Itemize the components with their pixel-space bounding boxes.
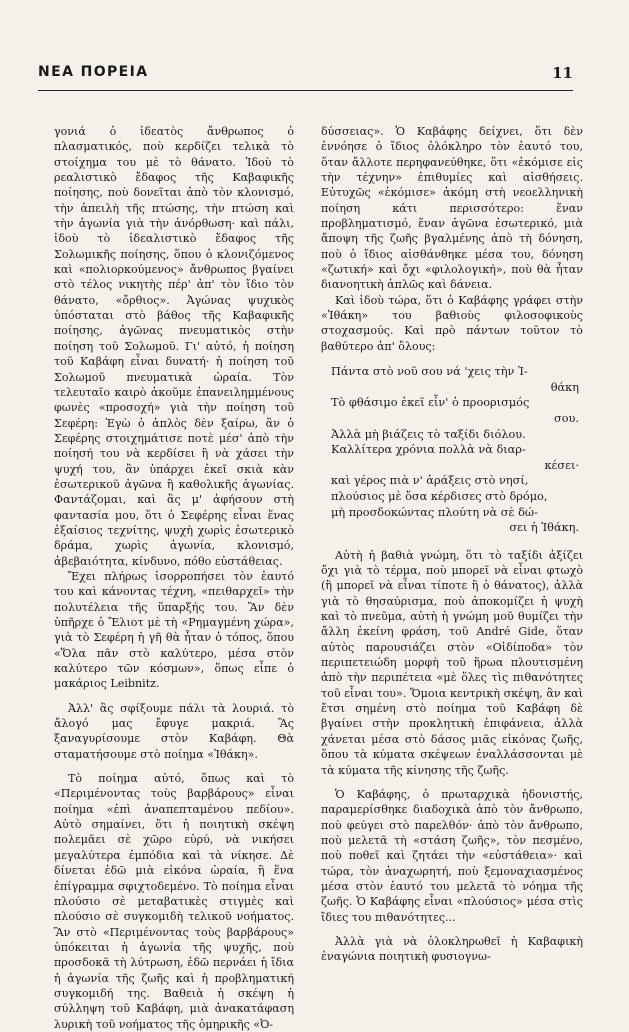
header-rule xyxy=(38,90,573,91)
poem-quote xyxy=(331,364,583,536)
paragraph: Ἀλλ' ἂς σφίξουμε πάλι τὰ λουριά. τὸ ἄλογό μας ἔφυγε μακριά. Ἂς ξαναγυρίσουμε στὸν Καβάφη. Θὰ σταματήσουμε στὸ ποίημα «Ἰθάκη». xyxy=(54,701,294,761)
paragraph: Ἀλλὰ γιὰ νὰ ὁλοκληρωθεῖ ἡ Καβαφικὴ ἐναγώνια ποιητικὴ φυσιογνω- xyxy=(321,934,583,964)
poem-line: θάκη xyxy=(550,380,579,394)
paragraph: Τὸ ποίημα αὐτό, ὅπως καὶ τὸ «Περιμένοντας τοὺς βαρβάρους» εἶναι ποίημα «ἐπὶ ἀναπεπταμένου πεδίου». Αὐτὸ σημαίνει, ὅτι ἡ ποιητικὴ σκέψη πολεμᾶει σὲ χῶρο εὐρύ, νὰ νικήσει μεγαλύτερα ἐμπόδια καὶ τὰ νίκησε. Δὲ δίνεται ἐδῶ μιὰ εἰκόνα ὡραία, ἢ ἕνα ἐπίγραμμα σφιχτοδεμένο. Τὸ ποίημα εἶναι πλούσιο σὲ μεταβατικὲς στιγμὲς καὶ πλούσιο σὲ συγκομιδὴ τελικοῦ νοήματος. Ἂν στὸ «Περιμένοντας τοὺς βαρβάρους» ὑπόκειται ἡ ἀγωνία τῆς ψυχῆς, ποὺ προσδοκᾶ τὴ λύτρωση, ἐδῶ περνάει ἡ ἴδια ἡ ἀγωνία τῆς ζωῆς καὶ ἡ προβληματική συγκομιδή της. Βαθειὰ ἡ σκέψη ἡ σύλληψη τοῦ Καβάφη, μιὰ ἀνακατάφαση λυρικὴ τοῦ νοήματος τῆς ὁμηρικῆς «Ὀ- xyxy=(54,772,294,1031)
poem-line: σει ἡ Ἰθάκη. xyxy=(509,521,579,535)
paragraph: Καὶ ἰδοὺ τώρα, ὅτι ὁ Καβάφης γράφει στὴν «Ἰθάκη» του βαθιοὺς φιλοσοφικοὺς στοχασμούς. Καὶ πρὸ πάντων τοῦτον τὸ βαθύτερο ἀπ' ὅλους: xyxy=(321,293,583,353)
journal-title: ΝΕΑ ΠΟΡΕΙΑ xyxy=(38,64,149,80)
right-column xyxy=(321,124,583,965)
poem-line: Πάντα στὸ νοῦ σου νά 'χεις τὴν Ἰ- xyxy=(331,365,528,379)
left-column xyxy=(54,124,294,1032)
poem-line: καὶ γέρος πιὰ ν' ἀράξεις στὸ νησί, xyxy=(331,474,529,488)
paragraph: Αὐτὴ ἡ βαθιὰ γνώμη, ὅτι τὸ ταξίδι ἀξίζει ὄχι γιὰ τὸ τέρμα, ποὺ μπορεῖ νὰ εἶναι φτωχὸ (ἢ μπορεῖ νὰ εἶναι τίποτε ἢ ὁ θάνατος), ἀλλὰ γιὰ τὸ θησαύρισμα, ποὺ ἀποκομίζει ἡ ψυχὴ καὶ τὸ πνεῦμα, αὐτὴ ἡ γνώμη μοῦ θυμίζει τὴν ἄλλη ἐκείνη φράση, τοῦ André Gide, ὅταν αὐτὸς παρουσιάζει στὸν «Οἰδίποδα» τὸν περιπετειώδη μορφὴ τοῦ ἥρωα πλουτισμένη ἀπὸ τὴν περιπέτεια «μὲ ὅλες τὶς πιθανότητες τοῦ εἶναι του». Ὅμοια κεντρικὴ σκέψη, ἂν καὶ ἔτσι σημένη στὸ ποίημα τοῦ Καβάφη δὲ βγαίνει στὴν προκλητικὴ ἐπιφάνεια, ἀλλὰ χάνεται μέσα στὸ δάσος μιᾶς εἰκόνας ζωῆς, ὅπου τὰ κύματα σκέψεων ἐναλλάσσονται μὲ τὰ κύματα τῆς κίνησης τῆς ζωῆς. xyxy=(321,548,583,777)
paragraph: γονιά ὁ ἰδεατὸς ἄνθρωπος ὁ πλασματικός, ποὺ κερδίζει τελικὰ τὸ στοίχημα του μὲ τὸ θάνατο. Ἰδοὺ τὸ ρεαλιστικὸ ἔδαφος τῆς Καβαφικῆς ποίησης, ποὺ δονεῖται ἀπὸ τὸν κλονισμό, τὴν ἀπειλὴ τῆς πτώσης, τὴν πτώση καὶ τὴν ἀγωνία γιὰ τὴν ἀνόρθωση· καὶ πάλι, ἰδοὺ τὸ ἰδεαλιστικὸ ἔδαφος τῆς Σολωμικῆς ποίησης, ὅπου ὁ κλονιζόμενος καὶ «πολιορκούμενος» ἄνθρωπος βγαίνει στὸ τέλος νικητὴς πέρ' ἀπ' τὸν ἴδιο τὸν θάνατο, «ὄρθιος». Ἀγώνας ψυχικὸς ὑπόσταται στὸ βάθος τῆς Καβαφικῆς ποίησης, ἀγῶνας πνευματικὸς στὴν ποίηση τοῦ Σολωμοῦ. Γι' αὐτό, ἡ ποίηση τοῦ Καβάφη εἶναι δυνατή· ἡ ποίηση τοῦ Σολωμοῦ πνευματικὰ ὡραία. Τὸν τελευταῖο καιρὸ ἀκοῦμε ἐπανειλημμένους φωνὲς «προσοχή» γιὰ τὴν ποίηση τοῦ Σεφέρη: Ἐγὼ ὁ ἁπλὸς δὲν ξαίρω, ἂν ὁ Σεφέρης στοιχημάτισε ποτὲ μέσ' ἀπὸ τὴν ποίησή του νὰ κερδίσει ἢ νὰ χάσει τὴν ψυχή του, ἂν ὑπάρχει ἐκεῖ σκιὰ κὰν ἐσωτερικοῦ ἀγῶνα ἢ καθολικῆς ἀγωνίας. Φαντάζομαι, καὶ ἂς μ' ἀφήσουν στὴ φαντασία μου, ὅτι ὁ Σεφέρης εἶναι ἕνας ἐξαίσιος τεχνίτης, ψυχὴ χωρὶς ἐσωτερικὸ δράμα, χωρὶς ἀγωνία, κλονισμό, ἀβεβαιότητα, κίνδυνο, πόθο εὐστάθειας. xyxy=(54,125,294,568)
paragraph: δύσσειας». Ὁ Καβάφης δείχνει, ὅτι δὲν ἐννόησε ὁ ἴδιος ὁλόκληρο τὸν ἑαυτό του, ὅταν ἄλλοτε περηφανεύθηκε, ὅτι «ἐκόμισε εἰς τὴν τέχνην» ἐπιθυμίες καὶ αἰσθήσεις. Εὐτυχῶς «ἐκόμισε» ἀκόμη στὴ νεοελληνικὴ ποίηση κάτι περισσότερο: ἕναν προβληματισμό, ἕναν ἀγῶνα ἐσωτερικό, μιὰ ἄποψη τῆς ζωῆς βγαλμένης ἀπὸ τὴ δόνηση, ποὺ ὁ ἴδιος αἰσθάνθηκε μέσα του, δόνηση «ζωτική» καὶ ὄχι «φιλολογική», ποὺ θὰ ἦταν διανοητικὴ ἁπλῶς καὶ δάνεια. xyxy=(321,125,583,292)
poem-line: σου. xyxy=(554,411,579,425)
poem-line: πλούσιος μὲ ὅσα κέρδισες στὸ δρόμο, xyxy=(331,489,548,503)
poem-line: Καλλίτερα χρόνια πολλὰ νὰ διαρ- xyxy=(331,443,526,457)
page-number: 11 xyxy=(552,64,573,82)
poem-line: Τὸ φθάσιμο ἐκεῖ εἶν' ὁ προορισμός xyxy=(331,396,530,410)
poem-line: μὴ προσδοκώντας πλούτη νὰ σὲ δώ- xyxy=(331,505,538,519)
paragraph: Ἔχει πλήρως ἰσορροπήσει τὸν ἑαυτό του καὶ κάνοντας τέχνη, «πειθαρχεῖ» τὴν πολυτέλεια τῆς ὕπαρξής του. Ἂν δὲν ὑπῆρχε ὁ Ἔλιοτ μὲ τὴ «Ρημαγμένη χώρα», γιὰ τὸ Σεφέρη ἡ γῆ θὰ ἦταν ὁ τόπος, ὅπου «Ὅλα πᾶν στὸ καλύτερο, μέσα στὸν καλύτερο τῶν κόσμων», ὅπως εἶπε ὁ μακάριος Leibnitz. xyxy=(54,569,294,691)
running-header xyxy=(38,64,573,84)
poem-line: κέσει· xyxy=(544,458,579,472)
paragraph: Ὁ Καβάφης, ὁ πρωταρχικὰ ἡδονιστής, παραμερίσθηκε διαδοχικὰ ἀπὸ τὸν ἄνθρωπο, ποὺ φεύγει στὸ παρελθόν· ἀπὸ τὸν ἄνθρωπο, ποὺ μελετᾶ τὴ «στάση ζωῆς», τὸν πεσμένο, ποὺ ποθεῖ καὶ ζητάει τὴν «εὐστάθεια»· καὶ τώρα, τὸν ἀναχωρητή, ποὺ ξεμοναχιασμένος μέσα στὸν ἑαυτό του μελετᾶ τὸ νόημα τῆς ζωῆς. Ὁ Καβάφης εἶναι «πλούσιος» μέσα στὶς ἴδιες του πιθανότητες... xyxy=(321,787,583,924)
poem-line: Ἀλλὰ μὴ βιάζεις τὸ ταξίδι διόλου. xyxy=(331,427,526,441)
